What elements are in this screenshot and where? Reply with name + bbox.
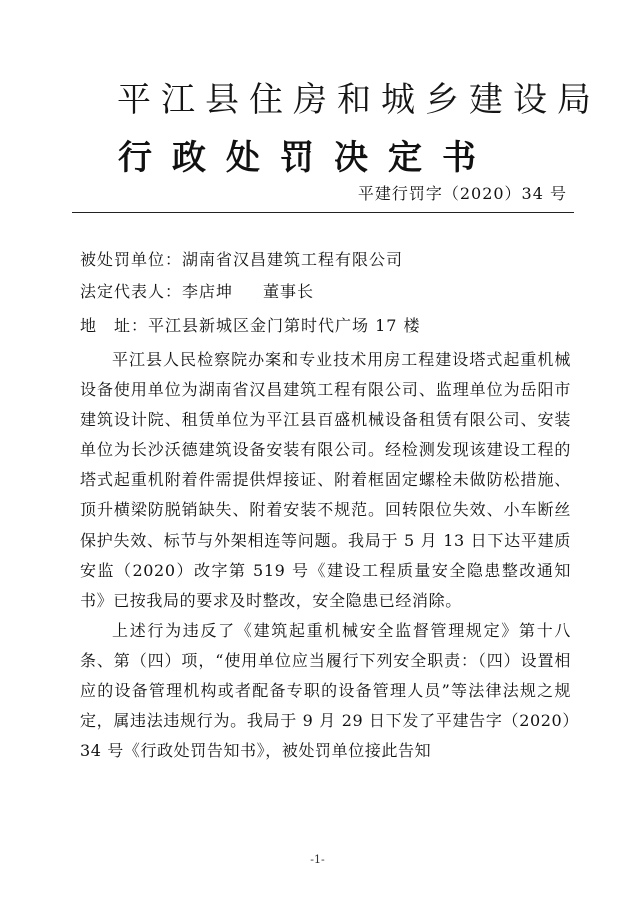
address-value: 平江县新城区金门第时代广场 17 楼: [148, 316, 421, 335]
body-paragraph-1: 平江县人民检察院办案和专业技术用房工程建设塔式起重机械设备使用单位为湖南省汉昌建筑工程有限公司、监理单位为岳阳市建筑设计院、租赁单位为平江县百盛机械设备租赁有限公司、安装单位为长沙沃德建筑设备安装有限公司。经检测发现该建设工程的塔式起重机附着件需提供焊接证、附着框固定螺栓未做防松措施、顶升横梁防脱销缺失、附着安装不规范。回转限位失效、小车断丝保护失效、标节与外架相连等问题。我局于 5 月 13 日下达平建质安监（2020）改字第 519 号《建设工程质量安全隐患整改通知书》已按我局的要求及时整改，安全隐患已经消除。: [80, 350, 571, 610]
address-line: [80, 313, 421, 336]
page-number: -1-: [310, 853, 325, 866]
penalized-party-value: 湖南省汉昌建筑工程有限公司: [182, 250, 404, 269]
issuing-agency: 平江县住房和城乡建设局: [117, 80, 601, 120]
penalized-party-label: 被处罚单位：: [80, 250, 183, 269]
legal-representative-line: [80, 279, 314, 302]
document-title: 行政处罚决定书: [118, 138, 496, 178]
legal-representative-name: 李店坤: [182, 282, 234, 301]
address-label: 地 址：: [80, 316, 149, 335]
penalized-party-line: [80, 247, 403, 270]
legal-representative-title: 董事长: [263, 282, 315, 301]
legal-representative-label: 法定代表人：: [80, 282, 183, 301]
body-paragraph-2: 上述行为违反了《建筑起重机械安全监督管理规定》第十八条、第（四）项，“使用单位应当履行下列安全职责：（四）设置相应的设备管理机构或者配备专职的设备管理人员”等法律法规之规定，属违法违规行为。我局于 9 月 29 日下发了平建告字（2020）34 号《行政处罚告知书》，被处罚单位接此告知: [80, 620, 571, 761]
decision-body: [80, 345, 571, 766]
header-divider: [72, 212, 574, 213]
document-number: 平建行罚字（2020）34 号: [357, 184, 567, 203]
